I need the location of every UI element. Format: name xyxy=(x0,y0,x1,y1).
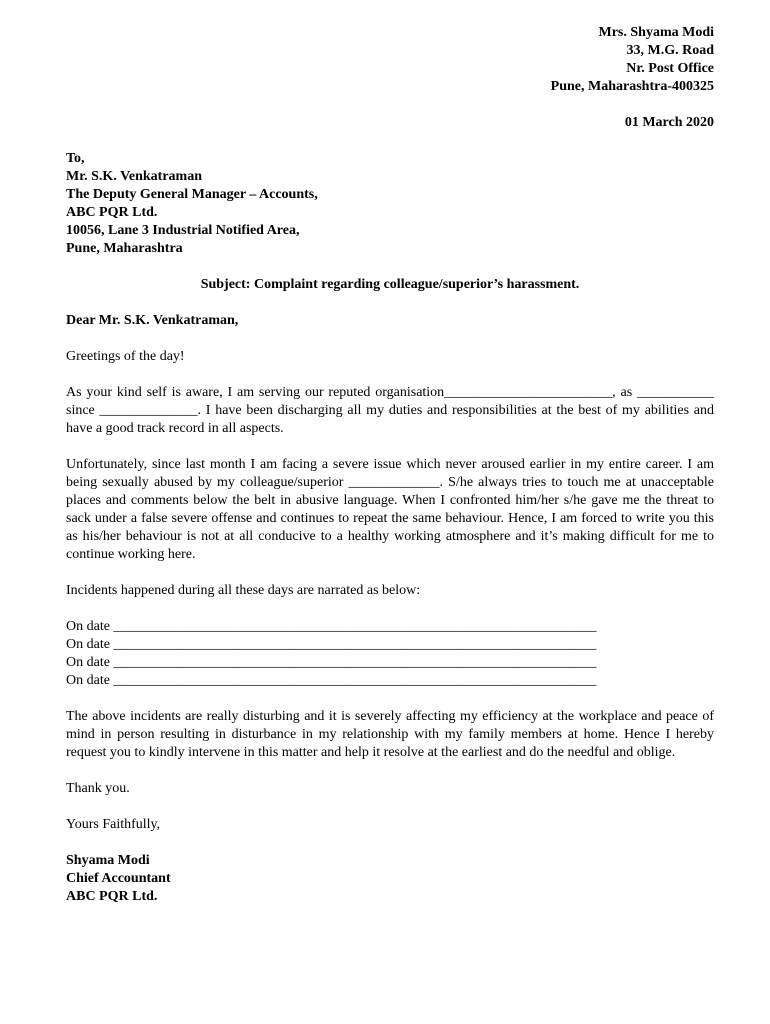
sender-name: Mrs. Shyama Modi xyxy=(598,25,714,40)
signature-block xyxy=(66,852,714,906)
letter-date: 01 March 2020 xyxy=(624,115,714,130)
incidents-intro: Incidents happened during all these days are narrated as below: xyxy=(66,583,421,598)
incident-line: On date _____________________________________________________________________ xyxy=(66,637,597,652)
sender-address-line: Nr. Post Office xyxy=(626,61,714,76)
recipient-to: To, xyxy=(66,151,85,166)
incident-line: On date _____________________________________________________________________ xyxy=(66,619,597,634)
greeting: Greetings of the day! xyxy=(66,349,185,364)
incident-line: On date _____________________________________________________________________ xyxy=(66,673,597,688)
recipient-name: Mr. S.K. Venkatraman xyxy=(66,169,203,184)
recipient-address-line: Pune, Maharashtra xyxy=(66,241,183,256)
letter-subject: Subject: Complaint regarding colleague/superior’s harassment. xyxy=(200,277,580,292)
recipient-company: ABC PQR Ltd. xyxy=(66,205,158,220)
sender-address xyxy=(66,24,714,96)
signature-title: Chief Accountant xyxy=(66,871,171,886)
recipient-address xyxy=(66,150,714,258)
signature-name: Shyama Modi xyxy=(66,853,150,868)
incidents-list xyxy=(66,618,714,690)
thanks: Thank you. xyxy=(66,781,130,796)
body-paragraph-1: As your kind self is aware, I am serving our reputed organisation________________________, as ___________ since ______________. I have been discharging all my duties and responsibilities at the best of my abilities and have a good track record in all aspects. xyxy=(66,385,714,436)
incident-line: On date _____________________________________________________________________ xyxy=(66,655,597,670)
body-paragraph-2: Unfortunately, since last month I am facing a severe issue which never aroused earlier in my entire career. I am being sexually abused by my colleague/superior _____________. S/he always tries to touch me at unacceptable places and comments below the belt in abusive language. When I confronted him/her s/he gave me the threat to sack under a false severe offense and continues to repeat the same behaviour. Hence, I am forced to write you this as his/her behaviour is not at all conducive to a healthy working atmosphere and it’s making difficult for me to continue working here. xyxy=(66,457,714,562)
signature-company: ABC PQR Ltd. xyxy=(66,889,158,904)
salutation: Dear Mr. S.K. Venkatraman, xyxy=(66,313,239,328)
sender-address-line: 33, M.G. Road xyxy=(626,43,714,58)
sender-address-line: Pune, Maharashtra-400325 xyxy=(550,79,714,94)
body-paragraph-3: The above incidents are really disturbing and it is severely affecting my efficiency at the workplace and peace of mind in person resulting in disturbance in my relationship with my family members at home. Hence I hereby request you to kindly intervene in this matter and help it resolve at the earliest and do the needful and oblige. xyxy=(66,709,714,760)
recipient-designation: The Deputy General Manager – Accounts, xyxy=(66,187,318,202)
closing: Yours Faithfully, xyxy=(66,817,161,832)
recipient-address-line: 10056, Lane 3 Industrial Notified Area, xyxy=(66,223,300,238)
